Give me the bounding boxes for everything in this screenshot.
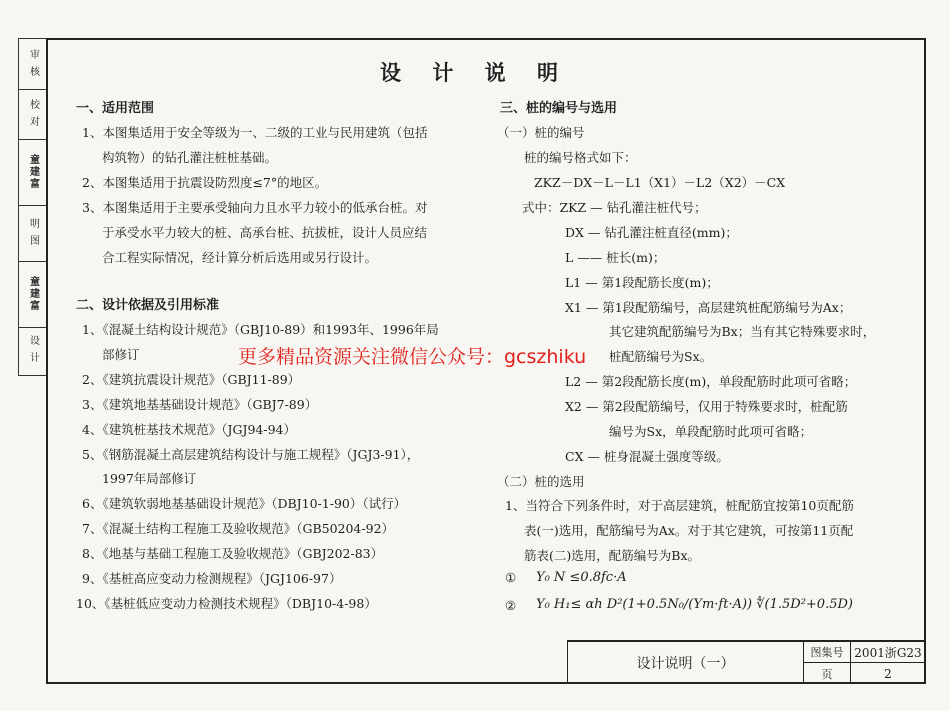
section1-line: 2、本图集适用于抗震设防烈度≤7°的地区。 <box>82 175 328 190</box>
atlas-number-label: 图集号 <box>804 642 851 663</box>
section1-line: 3、本图集适用于主要承受轴向力且水平力较小的低承台桩。对 <box>82 200 428 215</box>
standard-line: 4、《建筑桩基技术规范》（JGJ94-94） <box>82 422 296 437</box>
section1-line: 于承受水平力较大的桩、高承台桩、抗拔桩，设计人员应结 <box>102 225 428 240</box>
definition-line: CX — 桩身混凝土强度等级。 <box>565 449 729 464</box>
standard-line: 3、《建筑地基基础设计规范》（GBJ7-89） <box>82 397 318 412</box>
sidebar-signature: 童建富 <box>27 154 39 190</box>
selection-line: 表(一)选用，配筋编号为Ax。对于其它建筑，可按第11页配 <box>524 523 854 538</box>
page-title: 设 计 说 明 <box>380 61 570 85</box>
subsection-heading: （一）桩的编号 <box>497 125 585 140</box>
formula-number: ① <box>505 570 517 585</box>
section2-heading: 二、设计依据及引用标准 <box>76 298 220 313</box>
definition-line: 其它建筑配筋编号为Bx；当有其它特殊要求时， <box>609 324 876 339</box>
sidebar-label: 明 图 <box>27 218 39 248</box>
page-number: 2 <box>884 666 892 681</box>
section1-line: 构筑物）的钻孔灌注桩桩基础。 <box>102 150 278 165</box>
selection-line: 1、当符合下列条件时，对于高层建筑，桩配筋宜按第10页配筋 <box>505 498 854 513</box>
formula-2: Y₀ H₁≤ αh D²(1+0.5N₀/(Ym·ft·A)) ∜(1.5D²+0.5D) <box>536 597 853 612</box>
definition-line: X2 — 第2段配筋编号，仅用于特殊要求时，桩配筋 <box>565 399 848 414</box>
standard-line: 1997年局部修订 <box>102 471 197 486</box>
selection-line: 筋表(二)选用，配筋编号为Bx。 <box>524 548 700 563</box>
standard-line: 9、《基桩高应变动力检测规程》（JGJ106-97） <box>82 571 342 586</box>
definition-line: 编号为Sx，单段配筋时此项可省略； <box>609 424 813 439</box>
definition-line: L —— 桩长(m)； <box>565 250 666 265</box>
definition-line: 桩配筋编号为Sx。 <box>609 349 713 364</box>
sidebar-signature: 童建富 <box>27 276 39 312</box>
sidebar-cell-design <box>19 327 47 373</box>
definition-line: L1 — 第1段配筋长度(m)； <box>565 275 719 290</box>
sidebar-cell-check <box>19 89 47 140</box>
section1-line: 合工程实际情况，经计算分析后选用或另行设计。 <box>102 250 378 265</box>
sidebar-cell-signature <box>19 139 47 206</box>
sidebar-label: 审 核 <box>27 49 39 79</box>
sidebar-label: 校 对 <box>27 99 39 129</box>
page-label: 页 <box>804 663 851 684</box>
standard-line: 10、《基桩低应变动力检测技术规程》（DBJ10-4-98） <box>76 596 377 611</box>
sidebar-cell-signature <box>19 261 47 328</box>
format-code: ZKZ－DX－L－L1（X1）－L2（X2）－CX <box>534 175 786 190</box>
standard-line: 2、《建筑抗震设计规范》（GBJ11-89） <box>82 372 301 387</box>
sidebar-cell-draw <box>19 205 47 262</box>
standard-line: 部修订 <box>102 347 140 362</box>
formula-number: ② <box>505 598 517 613</box>
format-intro: 桩的编号格式如下： <box>524 150 637 165</box>
section1-heading: 一、适用范围 <box>76 101 155 116</box>
definition-line: X1 — 第1段配筋编号，高层建筑桩配筋编号为Ax； <box>565 300 852 315</box>
definition-line: L2 — 第2段配筋长度(m)，单段配筋时此项可省略； <box>565 374 857 389</box>
definition-line: DX — 钻孔灌注桩直径(mm)； <box>565 225 738 240</box>
watermark-text: 更多精品资源关注微信公众号：gcszhiku <box>238 346 587 368</box>
formula-1: Y₀ N ≤0.8fc·A <box>536 570 627 585</box>
definition-line: 式中：ZKZ — 钻孔灌注桩代号； <box>522 200 707 215</box>
standard-line: 5、《钢筋混凝土高层建筑结构设计与施工规程》（JGJ3-91）， <box>82 447 420 462</box>
title-block <box>567 640 926 684</box>
section3-heading: 三、桩的编号与选用 <box>500 101 618 116</box>
standard-line: 6、《建筑软弱地基基础设计规范》（DBJ10-1-90）（试行） <box>82 496 407 511</box>
signature-sidebar <box>18 38 48 376</box>
standard-line: 1、《混凝土结构设计规范》（GBJ10-89）和1993年、1996年局 <box>82 322 439 337</box>
standard-line: 7、《混凝土结构工程施工及验收规范》（GB50204-92） <box>82 521 395 536</box>
section1-line: 1、本图集适用于安全等级为一、二级的工业与民用建筑（包括 <box>82 125 428 140</box>
sidebar-label: 设 计 <box>27 335 39 365</box>
atlas-number-value: 2001浙G23 <box>851 642 925 663</box>
titleblock-name: 设计说明（一） <box>568 642 804 684</box>
subsection-heading: （二）桩的选用 <box>497 474 585 489</box>
standard-line: 8、《地基与基础工程施工及验收规范》（GBJ202-83） <box>82 546 384 561</box>
